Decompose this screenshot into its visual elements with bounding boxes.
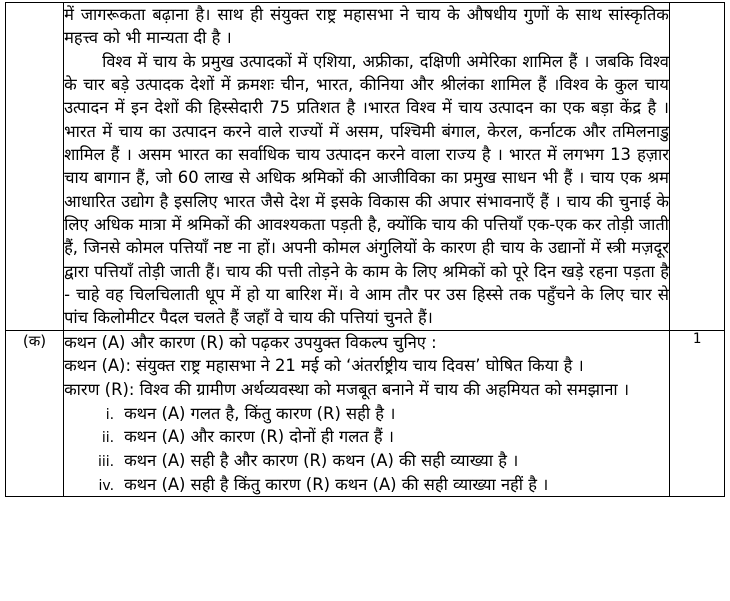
reason-r: कारण (R): विश्व की ग्रामीण अर्थव्यवस्था को मजबूत बनाने में चाय की अहमियत को समझाना । bbox=[64, 379, 630, 399]
question-instruction: कथन (A) और कारण (R) को पढ़कर उपयुक्त विकल्प चुनिए : bbox=[64, 332, 437, 352]
question-marks: 1 bbox=[669, 330, 724, 496]
option-text: कथन (A) सही है और कारण (R) कथन (A) की सही व्याख्या है । bbox=[124, 451, 519, 471]
question-table bbox=[5, 2, 725, 497]
option-item[interactable] bbox=[64, 425, 669, 449]
option-item[interactable] bbox=[64, 402, 669, 426]
empty-label-cell bbox=[6, 3, 64, 331]
option-text: कथन (A) सही है किंतु कारण (R) कथन (A) की सही व्याख्या नहीं है । bbox=[124, 474, 549, 494]
option-number: ii. bbox=[101, 430, 115, 447]
options-list bbox=[64, 402, 669, 496]
passage-row bbox=[6, 3, 725, 331]
passage-cell bbox=[64, 3, 670, 331]
passage-paragraph-2: विश्व में चाय के प्रमुख उत्पादकों में एशिया, अफ्रीका, दक्षिणी अमेरिका शामिल हैं । जबकि विश्व के चार बड़े उत्पादक देशों में क्रमशः चीन, भारत, कीनिया और श्रीलंका शामिल हैं ।विश्व के कुल चाय उत्पादन में इन देशों की हिस्सेदारी 75 प्रतिशत है ।भारत विश्व में चाय उत्पादन का एक बड़ा केंद्र है । भारत में चाय का उत्पादन करने वाले राज्यों में असम, पश्चिमी बंगाल, केरल, कर्नाटक और तमिलनाडु शामिल हैं । असम भारत का सर्वाधिक चाय उत्पादन करने वाला राज्य है । भारत में लगभग 13 हज़ार चाय बागान हैं, जो 60 लाख से अधिक श्रमिकों की आजीविका का प्रमुख साधन भी हैं । चाय एक श्रम आधारित उद्योग है इसलिए भारत जैसे देश में इसके विकास की अपार संभावनाएँ हैं । चाय की चुनाई के लिए अधिक मात्रा में श्रमिकों की आवश्यकता पड़ती है, क्योंकि चाय की पत्तियाँ एक-एक कर तोड़ी जाती हैं, जिनसे कोमल पत्तियाँ नष्ट ना हों। अपनी कोमल अंगुलियों के कारण ही चाय के उद्यानों में स्त्री मज़दूर द्वारा पत्तियाँ तोड़ी जाती हैं। चाय की पत्ती तोड़ने के काम के लिए श्रमिकों को पूरे दिन खड़े रहना पड़ता है - चाहे वह चिलचिलाती धूप में हो या बारिश में। वे आम तौर पर उस हिस्से तक पहुँचने के लिए चार से पांच किलोमीटर पैदल चलते हैं जहाँ वे चाय की पत्तियां चुनते हैं। bbox=[64, 51, 669, 328]
option-item[interactable] bbox=[64, 449, 669, 473]
option-item[interactable] bbox=[64, 473, 669, 497]
empty-marks-cell bbox=[669, 3, 724, 331]
question-cell bbox=[64, 330, 670, 496]
passage-paragraph-1: में जागरूकता बढ़ाना है। साथ ही संयुक्त राष्ट्र महासभा ने चाय के औषधीय गुणों के साथ सांस्कृतिक महत्त्व को भी मान्यता दी है । bbox=[64, 5, 669, 48]
statement-a: कथन (A): संयुक्त राष्ट्र महासभा ने 21 मई को ‘अंतर्राष्ट्रीय चाय दिवस’ घोषित किया है । bbox=[64, 356, 584, 376]
option-number: i. bbox=[105, 406, 115, 423]
question-label: (क) bbox=[6, 330, 64, 496]
option-text: कथन (A) गलत है, किंतु कारण (R) सही है । bbox=[124, 403, 396, 423]
option-number: iv. bbox=[98, 477, 115, 494]
option-number: iii. bbox=[97, 454, 115, 471]
option-text: कथन (A) और कारण (R) दोनों ही गलत हैं । bbox=[124, 427, 395, 447]
question-row bbox=[6, 330, 725, 496]
